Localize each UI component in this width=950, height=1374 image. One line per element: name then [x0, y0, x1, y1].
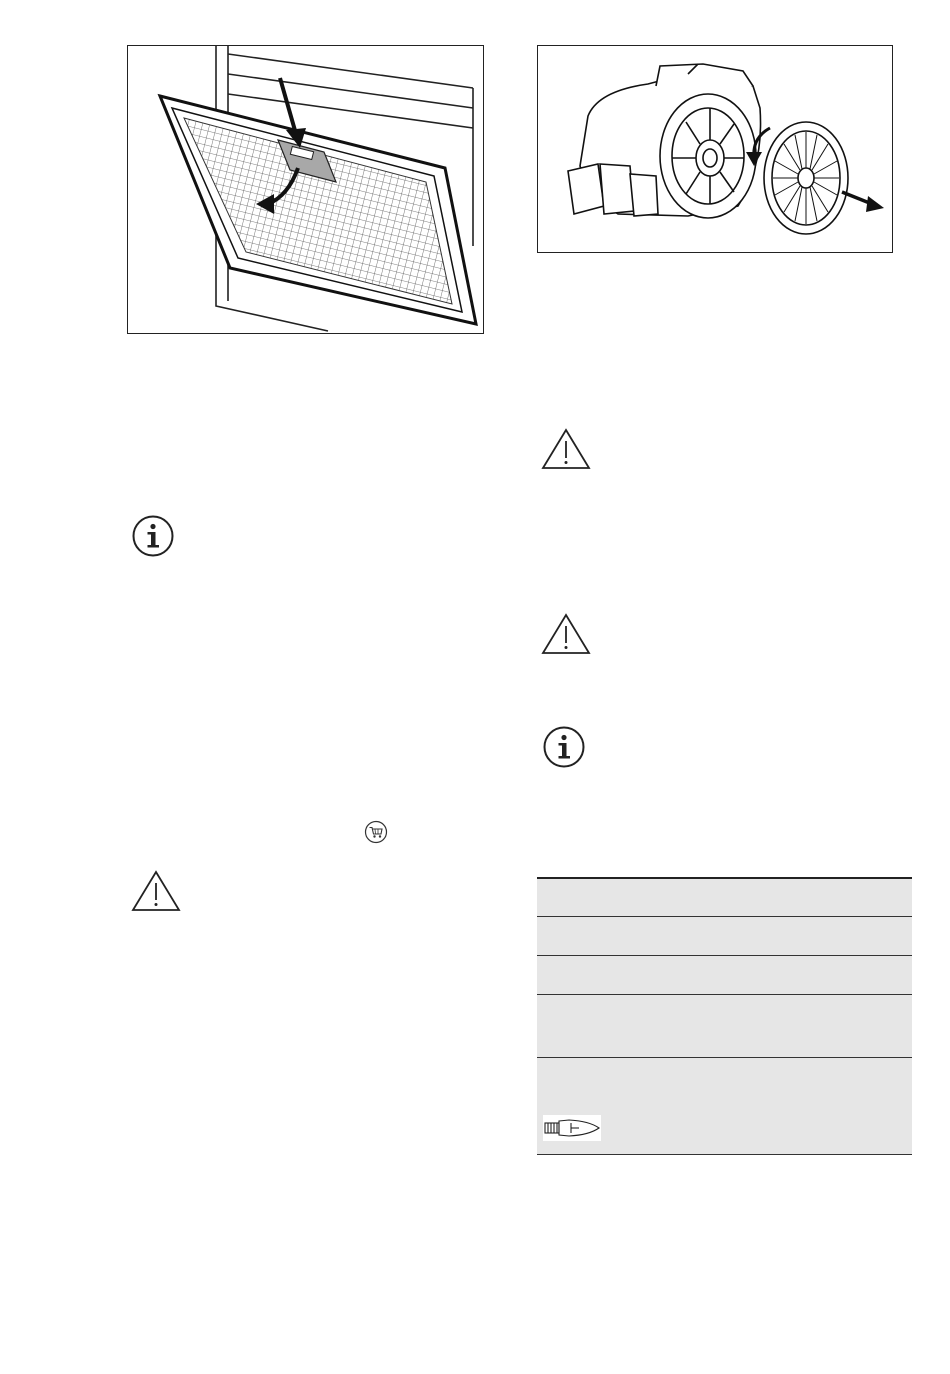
candle-bulb-icon — [543, 1115, 601, 1146]
warning-triangle-icon — [131, 870, 181, 912]
grease-filter-removal-illustration — [128, 46, 483, 333]
table-row — [537, 956, 912, 995]
warning-triangle-icon — [541, 613, 591, 655]
info-icon — [542, 725, 586, 769]
table-row — [537, 1058, 912, 1155]
spec-table — [537, 877, 912, 1155]
charcoal-filter-removal-illustration — [538, 46, 892, 252]
shopping-cart-icon — [364, 820, 388, 844]
warning-triangle-icon — [541, 428, 591, 470]
table-row — [537, 917, 912, 956]
charcoal-filter-figure — [537, 45, 893, 253]
table-header-row — [537, 877, 912, 917]
grease-filter-figure — [127, 45, 484, 334]
table-row — [537, 995, 912, 1058]
info-icon — [131, 514, 175, 558]
